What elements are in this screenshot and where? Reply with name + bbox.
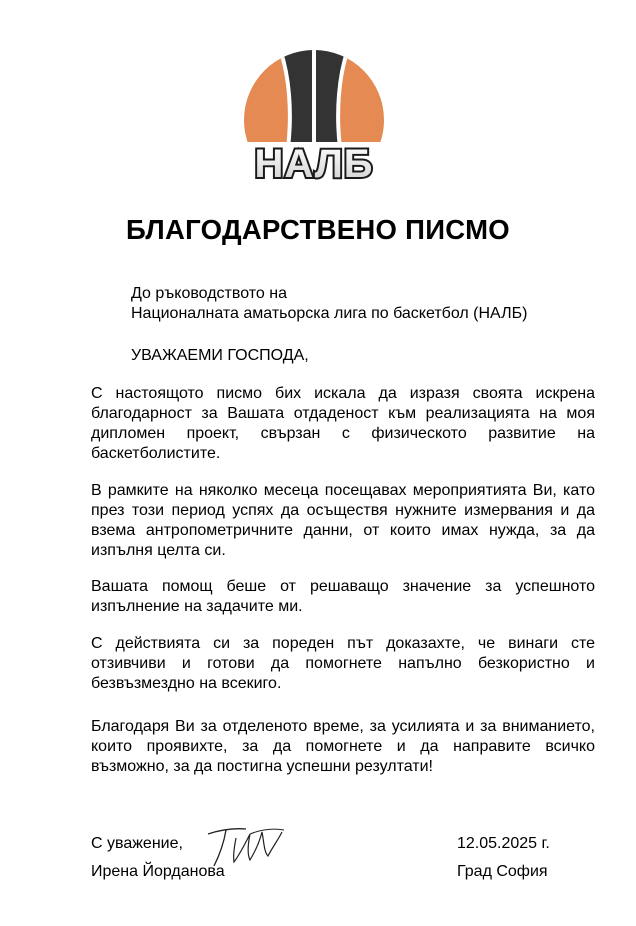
- logo-text: НАЛБ: [254, 142, 374, 184]
- closing-text: С уважение,: [91, 835, 183, 852]
- paragraph-4: С действията си за пореден път доказахте, че винаги сте отзивчиви и готови да помогнете напълно безкористно и безвъзмездно на всекиго.: [91, 635, 595, 692]
- author-name: Ирена Йорданова: [91, 863, 225, 880]
- paragraph-1: С настоящото писмо бих искала да изразя своята искрена благодарност за Вашата отдаденост към реализацията на моя дипломен проект, свързан с физическото развитие на баскетболистите.: [91, 385, 595, 462]
- paragraph-2: В рамките на няколко месеца посещавах мероприятията Ви, като през този период успях да осъществя нужните измервания и да взема антропометричните данни, от които имах нужда, за да изпълня целта си.: [91, 482, 595, 559]
- paragraph-5: Благодаря Ви за отделеното време, за усилията и за вниманието, които проявихте, за да помогнете и да направите всичко възможно, за да постигна успешни резултати!: [91, 718, 595, 775]
- salutation: УВАЖАЕМИ ГОСПОДА,: [131, 347, 309, 364]
- letter-title: БЛАГОДАРСТВЕНО ПИСМО: [126, 214, 510, 245]
- address-line-1: До ръководството на: [131, 285, 287, 302]
- address-line-2: Националната аматьорска лига по баскетбол (НАЛБ): [131, 305, 528, 322]
- letter-city: Град София: [457, 863, 548, 880]
- paragraph-3: Вашата помощ беше от решаващо значение за успешното изпълнение на задачите ми.: [91, 578, 595, 615]
- letter-date: 12.05.2025 г.: [457, 835, 550, 852]
- nalb-logo: [238, 44, 390, 184]
- recipient-address: [131, 284, 527, 324]
